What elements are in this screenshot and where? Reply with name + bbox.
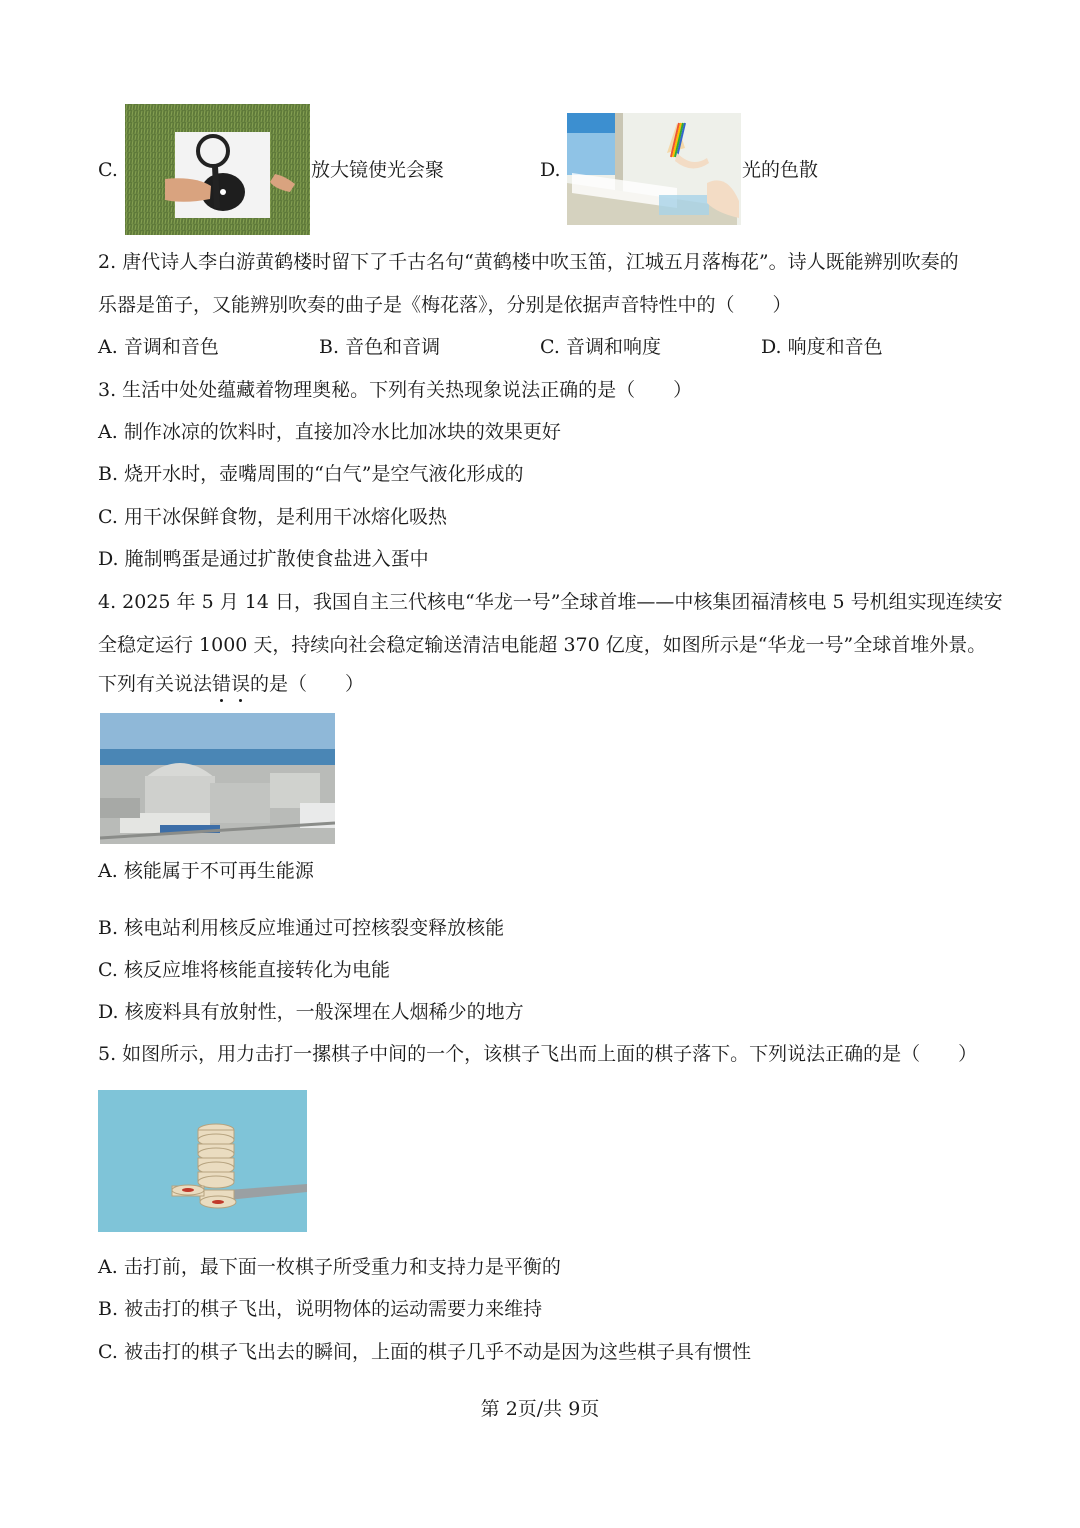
- prism-dispersion-image: [567, 113, 741, 225]
- q4-stem-line2: 全稳定运行 1000 天，持续向社会稳定输送清洁电能超 370 亿度，如图所示是“华龙一号”全球首堆外景。: [98, 634, 987, 656]
- q3-option-b: [98, 465, 524, 484]
- q1-option-c-label: C.: [98, 159, 118, 181]
- chess-pieces-image: [98, 1090, 307, 1232]
- q3-option-b-label: B.: [98, 463, 119, 485]
- q5-option-a: [98, 1258, 561, 1277]
- q4-emphasis-wrong: [212, 675, 250, 694]
- q3-option-a-text: 制作冰凉的饮料时，直接加冷水比加冰块的效果更好: [123, 421, 561, 443]
- q3-option-c-label: C.: [98, 506, 118, 528]
- q1-option-d-text: 光的色散: [742, 159, 819, 181]
- q1-option-c-text: 放大镜使光会聚: [311, 159, 445, 181]
- q4-option-d: [98, 1003, 524, 1022]
- q2-option-a-label: A.: [98, 336, 118, 358]
- emphasis-dot: [220, 699, 223, 702]
- q2-option-b-text: 音色和音调: [345, 336, 441, 358]
- q3-option-d: [98, 550, 429, 569]
- q2-option-d: [761, 338, 883, 357]
- q4-stem-line3-post: 的是（ ）: [250, 673, 365, 695]
- q4-option-a-label: A.: [98, 860, 118, 882]
- q4-option-a: [98, 862, 314, 881]
- q3-stem: 3. 生活中处处蕴藏着物理奥秘。下列有关热现象说法正确的是（ ）: [98, 379, 693, 401]
- q5-option-c-text: 被击打的棋子飞出去的瞬间，上面的棋子几乎不动是因为这些棋子具有惯性: [123, 1341, 751, 1363]
- q4-option-c: [98, 961, 390, 980]
- q2-option-c-label: C.: [540, 336, 560, 358]
- q5-option-c-label: C.: [98, 1341, 118, 1363]
- q3-option-a-label: A.: [98, 421, 118, 443]
- q4-option-d-label: D.: [98, 1001, 119, 1023]
- q2-option-b-label: B.: [319, 336, 340, 358]
- q5-option-a-label: A.: [98, 1256, 118, 1278]
- q5-option-b-text: 被击打的棋子飞出，说明物体的运动需要力来维持: [124, 1298, 543, 1320]
- q4-option-d-text: 核废料具有放射性，一般深埋在人烟稀少的地方: [124, 1001, 524, 1023]
- q5-option-a-text: 击打前，最下面一枚棋子所受重力和支持力是平衡的: [123, 1256, 561, 1278]
- q5-option-c: [98, 1343, 751, 1362]
- q4-stem-line3-pre: 下列有关说法: [98, 673, 213, 695]
- q3-option-d-label: D.: [98, 548, 119, 570]
- q2-option-a-text: 音调和音色: [123, 336, 219, 358]
- q4-stem-line1: 4. 2025 年 5 月 14 日，我国自主三代核电“华龙一号”全球首堆——中核集团福清核电 5 号机组实现连续安: [98, 591, 1003, 613]
- magnifier-image: [125, 104, 310, 235]
- q5-stem: 5. 如图所示，用力击打一摞棋子中间的一个，该棋子飞出而上面的棋子落下。下列说法正确的是（ ）: [98, 1043, 978, 1065]
- page-footer: 第 2页/共 9页: [480, 1398, 600, 1420]
- q4-option-c-text: 核反应堆将核能直接转化为电能: [123, 959, 390, 981]
- q4-option-c-label: C.: [98, 959, 118, 981]
- q4-option-b-text: 核电站利用核反应堆通过可控核裂变释放核能: [124, 917, 505, 939]
- q4-emphasis-text: 错误: [212, 673, 251, 695]
- q2-option-a: [98, 338, 219, 357]
- q2-stem-line1: 2. 唐代诗人李白游黄鹤楼时留下了千古名句“黄鹤楼中吹玉笛，江城五月落梅花”。诗人既能辨别吹奏的: [98, 251, 959, 273]
- q4-option-a-text: 核能属于不可再生能源: [123, 860, 314, 882]
- q3-option-d-text: 腌制鸭蛋是通过扩散使食盐进入蛋中: [124, 548, 429, 570]
- q4-option-b-label: B.: [98, 917, 119, 939]
- q2-option-d-label: D.: [761, 336, 782, 358]
- q2-stem-line2: 乐器是笛子，又能辨别吹奏的曲子是《梅花落》，分别是依据声音特性中的（ ）: [98, 294, 792, 316]
- q5-option-b-label: B.: [98, 1298, 119, 1320]
- q3-option-c: [98, 508, 447, 527]
- q2-option-d-text: 响度和音色: [787, 336, 883, 358]
- nuclear-plant-image: [100, 713, 335, 844]
- q3-option-a: [98, 423, 561, 442]
- q2-option-b: [319, 338, 440, 357]
- q1-option-d-label: D.: [540, 159, 561, 181]
- q3-option-c-text: 用干冰保鲜食物，是利用干冰熔化吸热: [123, 506, 447, 528]
- emphasis-dot: [239, 699, 242, 702]
- q4-stem-line3: [98, 675, 364, 694]
- q5-option-b: [98, 1300, 542, 1319]
- q4-option-b: [98, 919, 504, 938]
- q2-option-c-text: 音调和响度: [565, 336, 661, 358]
- q3-option-b-text: 烧开水时，壶嘴周围的“白气”是空气液化形成的: [124, 463, 524, 485]
- q2-option-c: [540, 338, 661, 357]
